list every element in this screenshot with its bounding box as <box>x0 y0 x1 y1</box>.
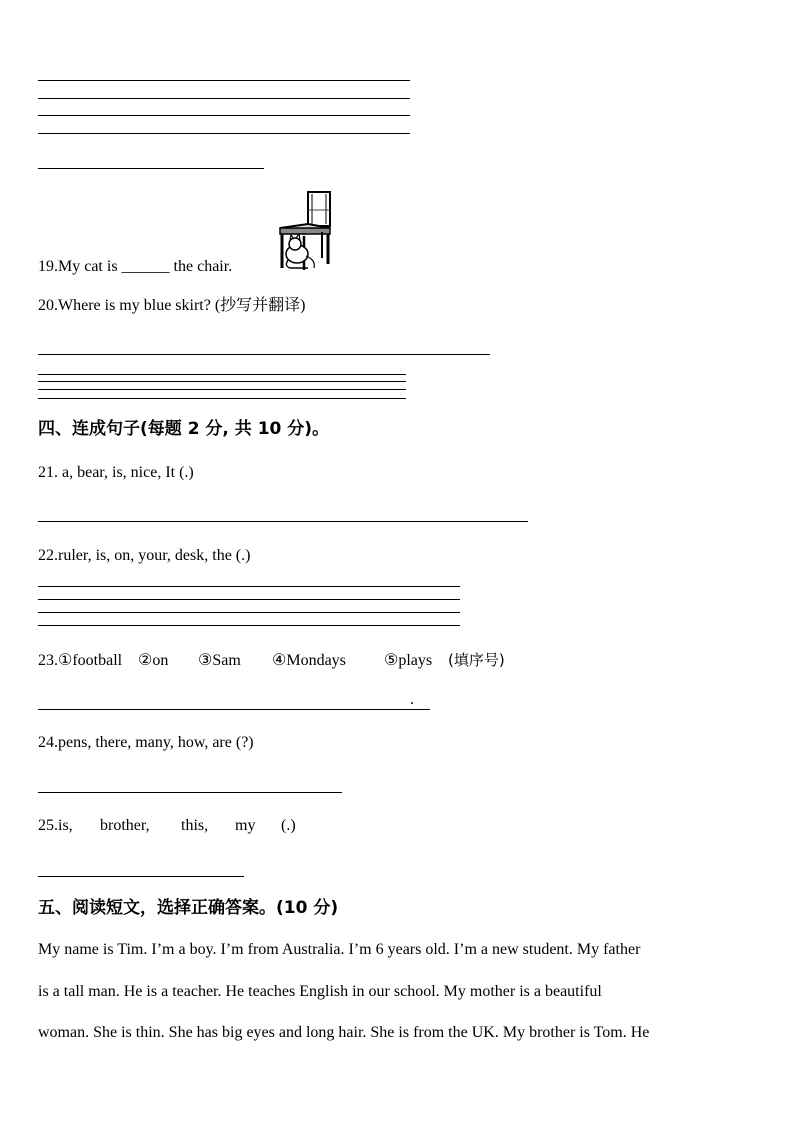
question-20: 20.Where is my blue skirt? (抄写并翻译) <box>38 297 306 314</box>
word-1: 25.is, <box>38 817 73 834</box>
option-4: ④Mondays <box>272 652 346 669</box>
answer-line <box>38 586 460 587</box>
answer-line <box>38 374 406 375</box>
answer-line <box>38 133 410 134</box>
answer-line <box>38 625 460 626</box>
passage-line: My name is Tim. I’m a boy. I’m from Australia. I’m 6 years old. I’m a new student. My father <box>38 941 641 958</box>
answer-line <box>38 115 410 116</box>
question-number: 23. <box>38 652 58 669</box>
option-1: ①football <box>58 652 123 669</box>
option-3: ③Sam <box>198 652 241 669</box>
answer-line <box>38 599 460 600</box>
option-5: ⑤plays <box>384 652 433 669</box>
question-note: (填序号) <box>448 651 505 669</box>
answer-line <box>38 398 406 399</box>
word-3: this, <box>181 817 209 834</box>
question-21: 21. a, bear, is, nice, It (.) <box>38 464 194 481</box>
answer-line <box>38 612 460 613</box>
fill-blank[interactable]: ______ <box>121 258 170 275</box>
option-2: ②on <box>138 652 169 669</box>
question-25 <box>38 816 296 836</box>
question-22: 22.ruler, is, on, your, desk, the (.) <box>38 547 251 564</box>
chair-cat-image <box>278 190 336 272</box>
answer-line <box>38 876 244 877</box>
answer-line <box>38 521 528 522</box>
answer-line <box>38 381 406 382</box>
question-text: the chair. <box>169 258 233 275</box>
passage-line: is a tall man. He is a teacher. He teaches English in our school. My mother is a beautiful <box>38 983 602 1000</box>
question-number: 19. <box>38 258 58 275</box>
answer-line <box>38 389 406 390</box>
question-24: 24.pens, there, many, how, are (?) <box>38 734 254 751</box>
word-2: brother, <box>100 817 150 834</box>
passage-line: woman. She is thin. She has big eyes and long hair. She is from the UK. My brother is Tom. He <box>38 1024 650 1041</box>
answer-line <box>38 709 430 710</box>
answer-line <box>38 80 410 81</box>
word-5: (.) <box>281 817 296 834</box>
question-text: My cat is <box>58 258 122 275</box>
question-19 <box>38 257 232 277</box>
section-heading: 四、连成句子(每题 2 分, 共 10 分)。 <box>38 419 330 439</box>
answer-line <box>38 98 410 99</box>
answer-line <box>38 792 342 793</box>
answer-line <box>38 354 490 355</box>
question-23 <box>38 650 505 671</box>
section-heading: 五、阅读短文，选择正确答案。(10 分) <box>38 898 339 918</box>
word-4: my <box>235 817 256 834</box>
answer-line <box>38 168 264 169</box>
end-mark: . <box>410 691 414 708</box>
